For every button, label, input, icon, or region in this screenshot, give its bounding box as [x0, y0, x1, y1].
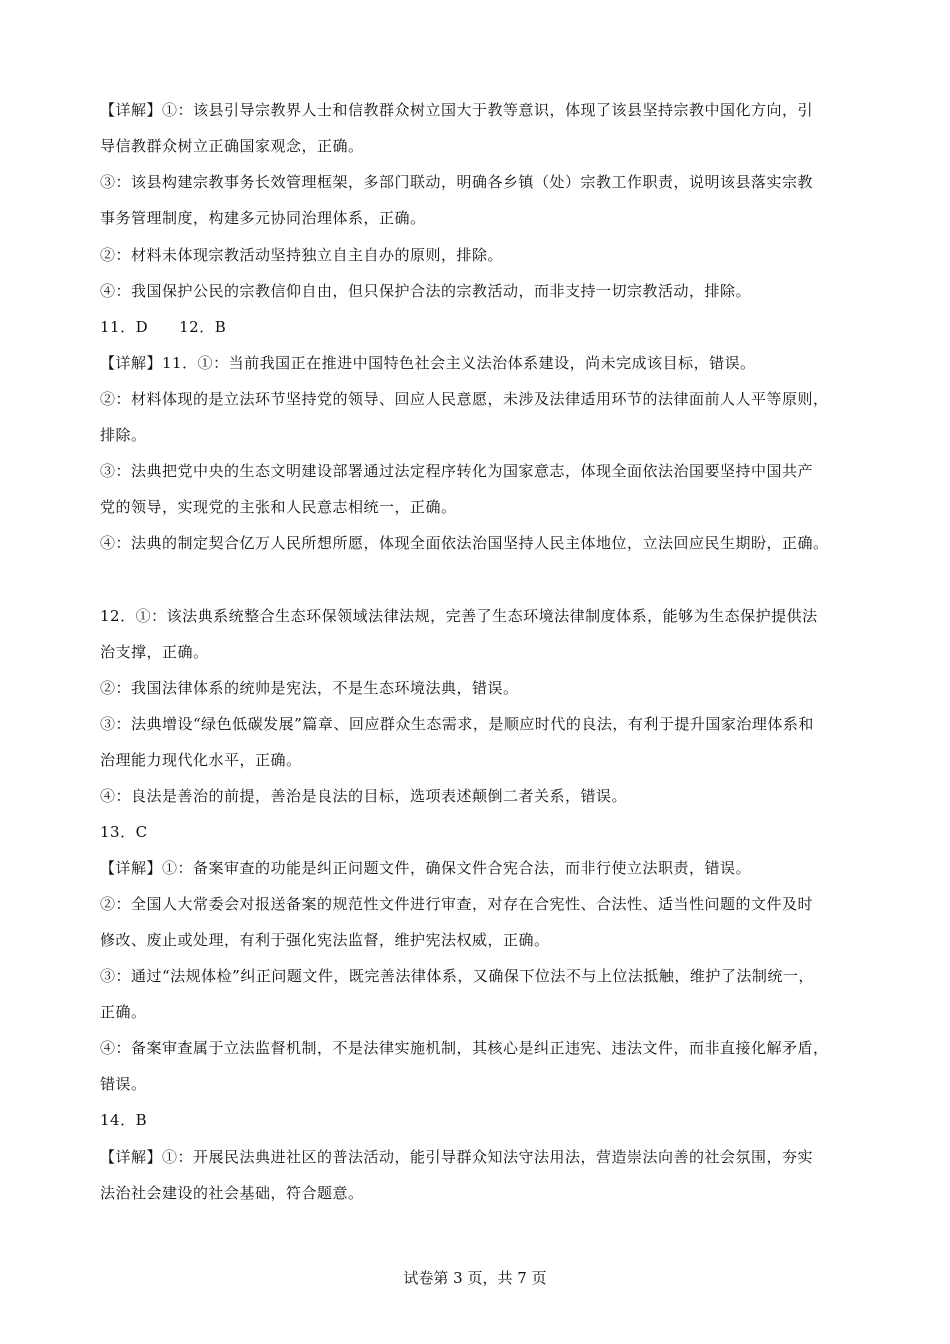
- text-line: 修改、废止或处理，有利于强化宪法监督，维护宪法权威，正确。: [100, 931, 550, 949]
- text-line: ②：我国法律体系的统帅是宪法，不是生态环境法典，错误。: [100, 679, 519, 697]
- text-line: 法治社会建设的社会基础，符合题意。: [100, 1184, 364, 1202]
- text-line: 错误。: [100, 1075, 147, 1093]
- answer-line: 13．C: [100, 823, 148, 841]
- text-line: ④：我国保护公民的宗教信仰自由，但只保护合法的宗教活动，而非支持一切宗教活动，排除。: [100, 282, 752, 300]
- text-line: ③：法典增设“绿色低碳发展”篇章、回应群众生态需求，是顺应时代的良法，有利于提升国家治理体系和: [100, 715, 814, 733]
- text-line: ②：材料体现的是立法环节坚持党的领导、回应人民意愿，未涉及法律适用环节的法律面前人人平等原则，: [100, 390, 829, 408]
- text-line: ④：法典的制定契合亿万人民所想所愿，体现全面依法治国坚持人民主体地位，立法回应民生期盼，正确。: [100, 534, 829, 552]
- answer-line: 14．B: [100, 1111, 148, 1129]
- text-line: 【详解】11．①：当前我国正在推进中国特色社会主义法治体系建设，尚未完成该目标，错误。: [100, 354, 756, 372]
- text-line: 排除。: [100, 426, 147, 444]
- text-line: 治理能力现代化水平，正确。: [100, 751, 302, 769]
- text-line: 导信教群众树立正确国家观念，正确。: [100, 137, 364, 155]
- text-line: 治支撑，正确。: [100, 643, 209, 661]
- text-line: 正确。: [100, 1003, 147, 1021]
- text-line: 12．①：该法典系统整合生态环保领域法律法规，完善了生态环境法律制度体系，能够为生态保护提供法: [100, 607, 818, 625]
- page-footer: 试卷第 3 页，共 7 页: [403, 1269, 547, 1287]
- text-line: ③：该县构建宗教事务长效管理框架，多部门联动，明确各乡镇（处）宗教工作职责，说明该县落实宗教: [100, 173, 814, 191]
- text-line: ②：材料未体现宗教活动坚持独立自主自办的原则，排除。: [100, 246, 504, 264]
- text-line: 【详解】①：备案审查的功能是纠正问题文件，确保文件合宪合法，而非行使立法职责，错误。: [100, 859, 752, 877]
- text-line: 【详解】①：该县引导宗教界人士和信教群众树立国大于教等意识，体现了该县坚持宗教中国化方向，引: [100, 101, 814, 119]
- text-line: 事务管理制度，构建多元协同治理体系，正确。: [100, 209, 426, 227]
- text-line: 党的领导，实现党的主张和人民意志相统一，正确。: [100, 498, 457, 516]
- text-line: 【详解】①：开展民法典进社区的普法活动，能引导群众知法守法用法，营造崇法向善的社会氛围，夯实: [100, 1148, 814, 1166]
- text-line: ②：全国人大常委会对报送备案的规范性文件进行审查，对存在合宪性、合法性、适当性问题的文件及时: [100, 895, 814, 913]
- text-line: ③：法典把党中央的生态文明建设部署通过法定程序转化为国家意志，体现全面依法治国要坚持中国共产: [100, 462, 814, 480]
- answer-line: 11．D 12．B: [100, 318, 227, 336]
- text-line: ④：备案审查属于立法监督机制，不是法律实施机制，其核心是纠正违宪、违法文件，而非直接化解矛盾，: [100, 1039, 829, 1057]
- text-line: ③：通过“法规体检”纠正问题文件，既完善法律体系，又确保下位法不与上位法抵触，维护了法制统一，: [100, 967, 814, 985]
- text-line: ④：良法是善治的前提，善治是良法的目标，选项表述颠倒二者关系，错误。: [100, 787, 628, 805]
